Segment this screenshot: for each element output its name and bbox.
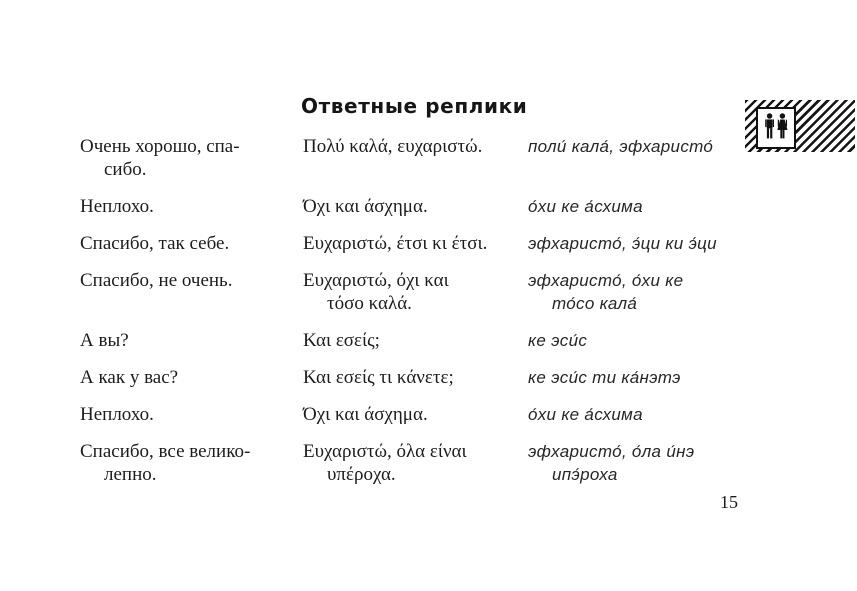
transliteration [528, 440, 850, 486]
transliteration [528, 195, 850, 218]
page-title: Ответные реплики [301, 94, 528, 118]
text-line: эфхаристо́, э́ци ки э́ци [528, 234, 717, 253]
text-line: Неплохо. [80, 404, 154, 425]
greek-phrase [303, 366, 528, 389]
text-line: эфхаристо́, о́хи ке [528, 271, 684, 290]
text-line: Неплохо. [80, 196, 154, 217]
text-line: Ευχαριστώ, όλα είναι [303, 441, 467, 462]
phrase-row [80, 232, 850, 255]
text-line: Ευχαριστώ, όχι και [303, 270, 449, 291]
text-line: то́со кала́ [552, 294, 638, 313]
text-line: Όχι και άσχημα. [303, 404, 428, 425]
transliteration [528, 269, 850, 315]
text-line: Спасибо, все велико- [80, 441, 251, 462]
transliteration [528, 366, 850, 389]
greek-phrase [303, 403, 528, 426]
text-line: Спасибо, так себе. [80, 233, 230, 254]
transliteration [528, 329, 850, 352]
text-line: ке эси́с ти ка́нэтэ [528, 368, 681, 387]
transliteration [528, 232, 850, 255]
text-line: Ευχαριστώ, έτσι κι έτσι. [303, 233, 488, 254]
russian-phrase [80, 366, 303, 389]
transliteration [528, 403, 850, 426]
text-line: о́хи ке а́схима [528, 197, 643, 216]
text-line: υπέροχα. [327, 464, 396, 485]
phrase-row [80, 269, 850, 315]
page-number: 15 [720, 492, 738, 512]
phrase-table [80, 135, 850, 500]
text-line: Όχι και άσχημα. [303, 196, 428, 217]
text-line: τόσο καλά. [327, 293, 412, 314]
russian-phrase [80, 135, 303, 181]
russian-phrase [80, 329, 303, 352]
phrase-row [80, 366, 850, 389]
text-line: Очень хорошо, спа- [80, 136, 240, 157]
russian-phrase [80, 440, 303, 486]
text-line: поли́ кала́, эфхаристо́ [528, 137, 714, 156]
text-line: Πολύ καλά, ευχαριστώ. [303, 136, 483, 157]
text-line: ке эси́с [528, 331, 588, 350]
text-line: Και εσείς; [303, 330, 380, 351]
text-line: А вы? [80, 330, 129, 351]
greek-phrase [303, 440, 528, 486]
greek-phrase [303, 135, 528, 181]
phrase-row [80, 135, 850, 181]
transliteration [528, 135, 850, 181]
greek-phrase [303, 269, 528, 315]
greek-phrase [303, 232, 528, 255]
text-line: лепно. [104, 464, 157, 485]
russian-phrase [80, 269, 303, 315]
text-line: Спасибо, не очень. [80, 270, 233, 291]
phrase-row [80, 440, 850, 486]
text-line: эфхаристо́, о́ла и́нэ [528, 442, 695, 461]
russian-phrase [80, 403, 303, 426]
phrase-row [80, 329, 850, 352]
text-line: сибо. [104, 159, 147, 180]
greek-phrase [303, 329, 528, 352]
russian-phrase [80, 232, 303, 255]
russian-phrase [80, 195, 303, 218]
text-line: А как у вас? [80, 367, 179, 388]
phrase-row [80, 403, 850, 426]
greek-phrase [303, 195, 528, 218]
text-line: о́хи ке а́схима [528, 405, 643, 424]
text-line: ипэ́роха [552, 465, 618, 484]
text-line: Και εσείς τι κάνετε; [303, 367, 454, 388]
phrase-row [80, 195, 850, 218]
